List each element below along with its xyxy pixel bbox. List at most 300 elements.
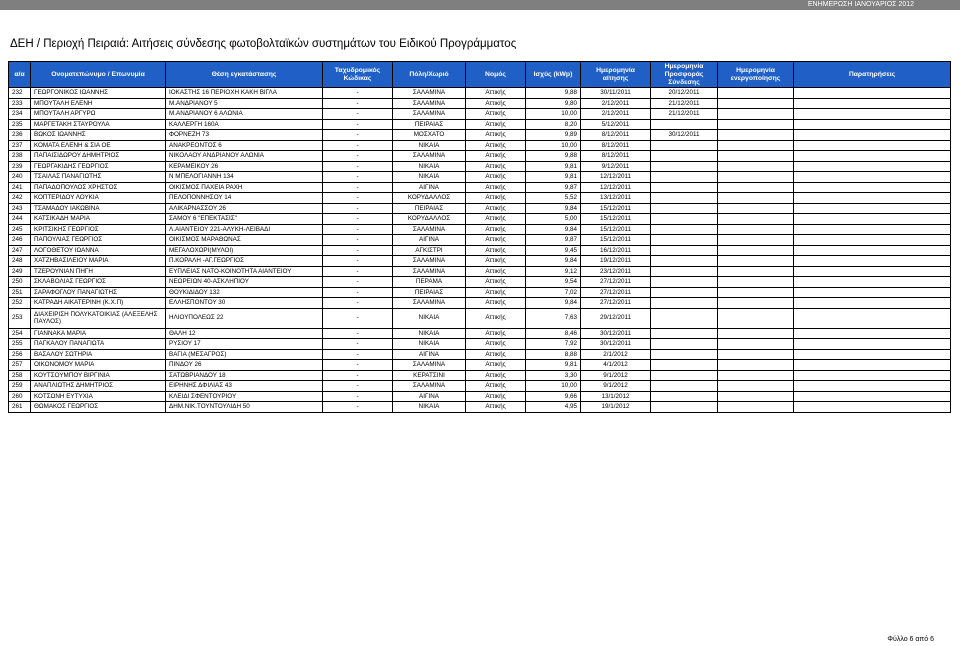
col-power-cell: 9,81 (526, 360, 581, 371)
col-prefecture-cell: Αττικής (466, 98, 526, 109)
col-city-cell: ΣΑΛΑΜΙΝΑ (393, 98, 466, 109)
col-postal-code-cell: - (323, 349, 393, 360)
col-name-cell: ΜΑΡΓΕΤΑΚΗ ΣΤΑΥΡΟΥΛΑ (31, 119, 166, 130)
col-postal-code-cell: - (323, 109, 393, 120)
col-remarks-cell (794, 391, 951, 402)
col-application-date-cell: 15/12/2011 (581, 214, 651, 225)
col-remarks-cell (794, 402, 951, 413)
col-name-cell: ΓΕΩΡΓΟΝΙΚΟΣ ΙΩΑΝΝΗΣ (31, 88, 166, 99)
col-index-cell: 240 (9, 172, 31, 183)
col-activation-date-cell (718, 339, 794, 350)
col-application-date-cell: 30/12/2011 (581, 339, 651, 350)
col-remarks-cell (794, 203, 951, 214)
col-application-date-cell: 4/1/2012 (581, 360, 651, 371)
col-application-date-cell: 19/1/2012 (581, 402, 651, 413)
col-offer-date-cell (651, 349, 718, 360)
col-name-cell: ΟΙΚΟΝΟΜΟΥ ΜΑΡΙΑ (31, 360, 166, 371)
col-prefecture-cell: Αττικής (466, 88, 526, 99)
col-offer-date-cell (651, 277, 718, 288)
col-remarks-cell (794, 328, 951, 339)
col-name-cell: ΓΕΩΡΓΑΚΙΔΗΣ ΓΕΩΡΓΙΟΣ (31, 161, 166, 172)
col-postal-code-cell: - (323, 287, 393, 298)
col-activation-date-cell (718, 151, 794, 162)
col-power-cell: 9,87 (526, 235, 581, 246)
col-prefecture-cell: Αττικής (466, 151, 526, 162)
col-location-cell: ΦΟΡΝΕΖΗ 73 (166, 130, 323, 141)
col-city-cell: ΠΕΙΡΑΙΑΣ (393, 203, 466, 214)
col-remarks-cell (794, 193, 951, 204)
col-name-cell: ΓΙΑΝΝΑΚΑ ΜΑΡΙΑ (31, 328, 166, 339)
col-prefecture-cell: Αττικής (466, 308, 526, 328)
table-row (9, 402, 951, 413)
col-city-cell: ΝΙΚΑΙΑ (393, 328, 466, 339)
col-remarks-cell (794, 370, 951, 381)
col-postal-code-cell: - (323, 245, 393, 256)
col-city-cell: ΣΑΛΑΜΙΝΑ (393, 224, 466, 235)
col-name-cell: ΜΠΟΥΤΑΛΗ ΕΛΕΝΗ (31, 98, 166, 109)
col-city-cell: ΣΑΛΑΜΙΝΑ (393, 256, 466, 267)
table-row (9, 203, 951, 214)
col-remarks-cell (794, 245, 951, 256)
table-row (9, 256, 951, 267)
col-city-cell: ΠΕΙΡΑΙΑΣ (393, 119, 466, 130)
col-offer-date-cell: 21/12/2011 (651, 98, 718, 109)
table-row (9, 172, 951, 183)
col-power-cell: 9,66 (526, 391, 581, 402)
col-prefecture-cell: Αττικής (466, 109, 526, 120)
col-postal-code-cell: - (323, 235, 393, 246)
col-application-date-cell: 8/12/2011 (581, 140, 651, 151)
col-power-cell: 9,89 (526, 130, 581, 141)
col-location-cell: ΕΙΡΗΝΗΣ ΔΦΙΛΙΑΣ 43 (166, 381, 323, 392)
col-postal-code-cell: - (323, 266, 393, 277)
col-index-cell: 254 (9, 328, 31, 339)
document-title: ΔΕΗ / Περιοχή Πειραιά: Αιτήσεις σύνδεσης φωτοβολταϊκών συστημάτων του Ειδικού Προγράμματος (10, 38, 517, 50)
col-activation-date-cell (718, 277, 794, 288)
col-name-cell: ΚΟΥΤΣΟΥΜΠΟΥ ΒΙΡΓΙΝΙΑ (31, 370, 166, 381)
col-prefecture-cell: Αττικής (466, 161, 526, 172)
col-activation-date-cell (718, 172, 794, 183)
col-location-cell: ΕΛΛΗΣΠΟΝΤΟΥ 30 (166, 298, 323, 309)
col-postal-code-cell: - (323, 402, 393, 413)
col-location-cell: ΝΕΩΡΕΙΩΝ 40-ΑΣΚΛΗΠΙΟΥ (166, 277, 323, 288)
col-name-cell: ΑΝΑΠΛΙΩΤΗΣ ΔΗΜΗΤΡΙΟΣ (31, 381, 166, 392)
col-power-cell: 10,00 (526, 109, 581, 120)
col-index-cell: 239 (9, 161, 31, 172)
col-offer-date-cell (651, 298, 718, 309)
col-application-date-cell: 2/1/2012 (581, 349, 651, 360)
col-application-date-cell: 5/12/2011 (581, 119, 651, 130)
col-remarks-cell (794, 360, 951, 371)
col-postal-code-cell: - (323, 360, 393, 371)
col-activation-date-cell (718, 88, 794, 99)
col-application-date-cell: 12/12/2011 (581, 172, 651, 183)
col-remarks-header: Παρατηρήσεις (794, 62, 951, 88)
col-location-cell: ΕΥΠΛΕΙΑΣ ΝΑΤΟ-ΚΟΙΝΟΤΗΤΑ ΑΙΑΝΤΕΙΟΥ (166, 266, 323, 277)
col-power-cell: 7,02 (526, 287, 581, 298)
col-city-cell: ΣΑΛΑΜΙΝΑ (393, 109, 466, 120)
col-postal-code-header: Ταχυδρομικός Κώδικας (323, 62, 393, 88)
col-prefecture-cell: Αττικής (466, 266, 526, 277)
col-offer-date-cell (651, 172, 718, 183)
col-prefecture-cell: Αττικής (466, 328, 526, 339)
col-remarks-cell (794, 235, 951, 246)
col-name-cell: ΒΑΣΑΛΟΥ ΣΩΤΗΡΙΑ (31, 349, 166, 360)
col-power-cell: 10,00 (526, 381, 581, 392)
col-name-header: Ονοματεπώνυμο / Επωνυμία (31, 62, 166, 88)
col-prefecture-cell: Αττικής (466, 391, 526, 402)
col-application-date-cell: 16/12/2011 (581, 245, 651, 256)
col-city-header: Πόλη/Χωριό (393, 62, 466, 88)
col-index-cell: 235 (9, 119, 31, 130)
table-row (9, 360, 951, 371)
col-index-cell: 238 (9, 151, 31, 162)
col-index-cell: 261 (9, 402, 31, 413)
col-application-date-cell: 27/12/2011 (581, 298, 651, 309)
col-power-cell: 10,00 (526, 140, 581, 151)
col-postal-code-cell: - (323, 339, 393, 350)
col-application-date-cell: 19/12/2011 (581, 256, 651, 267)
table-row (9, 298, 951, 309)
col-activation-date-cell (718, 182, 794, 193)
col-city-cell: ΣΑΛΑΜΙΝΑ (393, 88, 466, 99)
col-activation-date-header: Ημερομηνία ενεργοποίησης (718, 62, 794, 88)
col-offer-date-cell (651, 308, 718, 328)
col-activation-date-cell (718, 402, 794, 413)
col-prefecture-cell: Αττικής (466, 193, 526, 204)
col-offer-date-cell (651, 256, 718, 267)
col-location-cell: Ν ΜΠΕΛΟΓΙΑΝΝΗ 134 (166, 172, 323, 183)
col-index-cell: 234 (9, 109, 31, 120)
col-activation-date-cell (718, 140, 794, 151)
col-name-cell: ΚΟΜΑΤΑ ΕΛΕΝΗ & ΣΙΑ ΟΕ (31, 140, 166, 151)
table-row (9, 277, 951, 288)
col-city-cell: ΣΑΛΑΜΙΝΑ (393, 266, 466, 277)
table-row (9, 266, 951, 277)
col-index-cell: 249 (9, 266, 31, 277)
col-postal-code-cell: - (323, 98, 393, 109)
top-bar (0, 0, 960, 10)
col-city-cell: ΝΙΚΑΙΑ (393, 172, 466, 183)
col-activation-date-cell (718, 224, 794, 235)
col-offer-date-cell: 30/12/2011 (651, 130, 718, 141)
col-activation-date-cell (718, 245, 794, 256)
col-location-cell: ΘΟΥΚΙΔΙΔΟΥ 132 (166, 287, 323, 298)
col-prefecture-header: Νομός (466, 62, 526, 88)
table-row (9, 193, 951, 204)
col-name-cell: ΛΟΓΟΘΕΤΟΥ ΙΩΑΝΝΑ (31, 245, 166, 256)
col-offer-date-cell (651, 224, 718, 235)
table-row (9, 161, 951, 172)
col-postal-code-cell: - (323, 277, 393, 288)
col-prefecture-cell: Αττικής (466, 287, 526, 298)
col-offer-date-cell (651, 245, 718, 256)
col-index-cell: 245 (9, 224, 31, 235)
col-index-cell: 236 (9, 130, 31, 141)
col-city-cell: ΑΙΓΙΝΑ (393, 235, 466, 246)
col-name-cell: ΠΑΠΑΔΟΠΟΥΛΟΣ ΧΡΗΣΤΟΣ (31, 182, 166, 193)
col-remarks-cell (794, 266, 951, 277)
col-city-cell: ΝΙΚΑΙΑ (393, 402, 466, 413)
col-remarks-cell (794, 109, 951, 120)
col-index-cell: 259 (9, 381, 31, 392)
col-offer-date-cell (651, 235, 718, 246)
col-offer-date-cell (651, 287, 718, 298)
col-activation-date-cell (718, 328, 794, 339)
col-name-cell: ΠΑΠΑΙΣΙΔΩΡΟΥ ΔΗΜΗΤΡΙΟΣ (31, 151, 166, 162)
table-row (9, 349, 951, 360)
col-postal-code-cell: - (323, 193, 393, 204)
col-index-cell: 242 (9, 193, 31, 204)
col-offer-date-cell (651, 182, 718, 193)
table-row (9, 119, 951, 130)
col-index-cell: 258 (9, 370, 31, 381)
col-name-cell: ΣΑΡΑΦΟΓΛΟΥ ΠΑΝΑΓΙΩΤΗΣ (31, 287, 166, 298)
col-postal-code-cell: - (323, 182, 393, 193)
col-prefecture-cell: Αττικής (466, 402, 526, 413)
col-offer-date-cell (651, 161, 718, 172)
col-application-date-cell: 9/1/2012 (581, 370, 651, 381)
col-power-cell: 7,92 (526, 339, 581, 350)
col-power-cell: 9,84 (526, 224, 581, 235)
col-activation-date-cell (718, 266, 794, 277)
col-postal-code-cell: - (323, 391, 393, 402)
col-index-cell: 241 (9, 182, 31, 193)
col-offer-date-cell (651, 360, 718, 371)
col-index-cell: 237 (9, 140, 31, 151)
applications-table (8, 61, 951, 413)
col-remarks-cell (794, 287, 951, 298)
col-postal-code-cell: - (323, 381, 393, 392)
col-application-date-cell: 9/1/2012 (581, 381, 651, 392)
col-city-cell: ΑΙΓΙΝΑ (393, 349, 466, 360)
col-offer-date-cell (651, 214, 718, 225)
col-power-cell: 5,52 (526, 193, 581, 204)
col-postal-code-cell: - (323, 298, 393, 309)
col-name-cell: ΚΑΤΡΑΔΗ ΑΙΚΑΤΕΡΙΝΗ (Κ.Χ.Π) (31, 298, 166, 309)
col-city-cell: ΠΕΙΡΑΙΑΣ (393, 287, 466, 298)
col-name-cell: ΚΟΤΣΩΝΗ ΕΥΤΥΧΙΑ (31, 391, 166, 402)
col-activation-date-cell (718, 349, 794, 360)
table-row (9, 287, 951, 298)
col-offer-date-cell (651, 328, 718, 339)
col-city-cell: ΚΟΡΥΔΑΛΛΟΣ (393, 193, 466, 204)
col-offer-date-cell: 21/12/2011 (651, 109, 718, 120)
col-activation-date-cell (718, 308, 794, 328)
col-name-cell: ΜΠΟΥΤΑΛΗ ΑΡΓΥΡΩ (31, 109, 166, 120)
col-prefecture-cell: Αττικής (466, 182, 526, 193)
col-name-cell: ΘΩΜΑΚΟΣ ΓΕΩΡΓΙΟΣ (31, 402, 166, 413)
col-power-cell: 7,63 (526, 308, 581, 328)
col-remarks-cell (794, 140, 951, 151)
col-name-cell: ΧΑΤΖΗΒΑΣΙΛΕΙΟΥ ΜΑΡΙΑ (31, 256, 166, 267)
col-application-date-cell: 13/12/2011 (581, 193, 651, 204)
col-offer-date-cell (651, 370, 718, 381)
col-index-cell: 250 (9, 277, 31, 288)
col-power-cell: 9,84 (526, 256, 581, 267)
col-index-cell: 256 (9, 349, 31, 360)
col-activation-date-cell (718, 235, 794, 246)
col-power-cell: 9,81 (526, 161, 581, 172)
col-index-cell: 260 (9, 391, 31, 402)
col-location-cell: ΒΑΓΙΑ (ΜΕΣΑΓΡΟΣ) (166, 349, 323, 360)
col-remarks-cell (794, 119, 951, 130)
col-city-cell: ΣΑΛΑΜΙΝΑ (393, 298, 466, 309)
col-activation-date-cell (718, 193, 794, 204)
col-postal-code-cell: - (323, 256, 393, 267)
col-city-cell: ΑΓΚΙΣΤΡΙ (393, 245, 466, 256)
col-power-cell: 8,20 (526, 119, 581, 130)
table-row (9, 130, 951, 141)
col-remarks-cell (794, 172, 951, 183)
col-city-cell: ΑΙΓΙΝΑ (393, 391, 466, 402)
col-location-cell: Π.ΚΟΡΑΛΗ -ΑΓ.ΓΕΩΡΓΙΟΣ (166, 256, 323, 267)
col-prefecture-cell: Αττικής (466, 235, 526, 246)
col-offer-date-cell (651, 151, 718, 162)
col-remarks-cell (794, 98, 951, 109)
table-row (9, 88, 951, 99)
col-activation-date-cell (718, 98, 794, 109)
col-offer-date-cell (651, 119, 718, 130)
col-offer-date-cell (651, 193, 718, 204)
table-row (9, 370, 951, 381)
col-location-cell: ΡΥΣΙΟΥ 17 (166, 339, 323, 350)
col-location-cell: ΜΕΓΑΛΟΧΩΡΙ(ΜΥΛΟΙ) (166, 245, 323, 256)
col-index-cell: 232 (9, 88, 31, 99)
table-row (9, 182, 951, 193)
col-prefecture-cell: Αττικής (466, 256, 526, 267)
col-postal-code-cell: - (323, 161, 393, 172)
col-prefecture-cell: Αττικής (466, 214, 526, 225)
col-location-cell: ΘΑΛΗ 12 (166, 328, 323, 339)
col-location-cell: ΝΙΚΟΛΑΟΥ ΑΝΔΡΙΑΝΟΥ ΑΛΩΝΙΑ (166, 151, 323, 162)
col-power-cell: 9,84 (526, 203, 581, 214)
col-index-cell: 247 (9, 245, 31, 256)
col-city-cell: ΣΑΛΑΜΙΝΑ (393, 360, 466, 371)
col-remarks-cell (794, 130, 951, 141)
col-location-cell: Μ.ΑΝΔΡΙΑΝΟΥ 6 ΑΛΩΝΙΑ (166, 109, 323, 120)
col-power-cell: 5,00 (526, 214, 581, 225)
col-application-date-cell: 8/12/2011 (581, 151, 651, 162)
col-remarks-cell (794, 349, 951, 360)
col-postal-code-cell: - (323, 151, 393, 162)
col-postal-code-cell: - (323, 130, 393, 141)
col-postal-code-cell: - (323, 370, 393, 381)
col-location-cell: ΟΙΚΙΣΜΟΣ ΜΑΡΑΘΩΝΑΣ (166, 235, 323, 246)
col-remarks-cell (794, 339, 951, 350)
table-row (9, 151, 951, 162)
col-prefecture-cell: Αττικής (466, 339, 526, 350)
col-power-cell: 9,88 (526, 88, 581, 99)
col-location-cell: ΠΙΝΔΟΥ 26 (166, 360, 323, 371)
table-row (9, 339, 951, 350)
col-index-cell: 257 (9, 360, 31, 371)
table-row (9, 140, 951, 151)
col-activation-date-cell (718, 287, 794, 298)
col-city-cell: ΑΙΓΙΝΑ (393, 182, 466, 193)
col-postal-code-cell: - (323, 214, 393, 225)
col-remarks-cell (794, 88, 951, 99)
col-application-date-cell: 2/12/2011 (581, 98, 651, 109)
col-remarks-cell (794, 224, 951, 235)
col-remarks-cell (794, 298, 951, 309)
col-postal-code-cell: - (323, 203, 393, 214)
col-postal-code-cell: - (323, 224, 393, 235)
col-offer-date-cell (651, 402, 718, 413)
col-name-cell: ΚΑΤΣΙΚΑΔΗ ΜΑΡΙΑ (31, 214, 166, 225)
col-remarks-cell (794, 277, 951, 288)
col-index-cell: 252 (9, 298, 31, 309)
col-city-cell: ΜΟΣΧΑΤΟ (393, 130, 466, 141)
col-application-date-header: Ημερομηνία αίτησης (581, 62, 651, 88)
table-row (9, 391, 951, 402)
table-row (9, 328, 951, 339)
col-name-cell: ΤΖΕΡΟΥΝΙΑΝ ΠΗΓΗ (31, 266, 166, 277)
col-location-cell: Μ.ΑΝΔΡΙΑΝΟΥ 5 (166, 98, 323, 109)
col-index-header: α/α (9, 62, 31, 88)
col-prefecture-cell: Αττικής (466, 298, 526, 309)
col-power-cell: 9,12 (526, 266, 581, 277)
col-activation-date-cell (718, 214, 794, 225)
col-location-cell: ΑΛΙΚΑΡΝΑΣΣΟΥ 26 (166, 203, 323, 214)
col-power-cell: 4,95 (526, 402, 581, 413)
col-name-cell: ΒΩΚΟΣ ΙΩΑΝΝΗΣ (31, 130, 166, 141)
col-location-cell: ΔΗΜ.ΝΙΚ.ΤΟΥΝΤΟΥΛΙΔΗ 50 (166, 402, 323, 413)
col-prefecture-cell: Αττικής (466, 172, 526, 183)
col-location-cell: ΚΑΛΛΕΡΓΗ 160Α (166, 119, 323, 130)
col-application-date-cell: 8/12/2011 (581, 130, 651, 141)
col-prefecture-cell: Αττικής (466, 140, 526, 151)
col-power-cell: 9,80 (526, 98, 581, 109)
table-row (9, 214, 951, 225)
col-activation-date-cell (718, 298, 794, 309)
col-application-date-cell: 9/12/2011 (581, 161, 651, 172)
col-power-cell: 8,46 (526, 328, 581, 339)
col-power-cell: 9,87 (526, 182, 581, 193)
col-postal-code-cell: - (323, 328, 393, 339)
col-application-date-cell: 13/1/2012 (581, 391, 651, 402)
col-postal-code-cell: - (323, 172, 393, 183)
col-name-cell: ΔΙΑΧΕΙΡΙΣΗ ΠΟΛΥΚΑΤΟΙΚΙΑΣ (ΑΛΕΞΕΛΗΣ ΠΑΥΛΟΣ) (31, 308, 166, 328)
col-name-cell: ΚΟΠΤΕΡΙΔΟΥ ΛΟΥΚΙΑ (31, 193, 166, 204)
col-application-date-cell: 29/12/2011 (581, 308, 651, 328)
col-name-cell: ΣΚΛΑΒΟΛΙΑΣ ΓΕΩΡΓΙΟΣ (31, 277, 166, 288)
col-index-cell: 251 (9, 287, 31, 298)
col-prefecture-cell: Αττικής (466, 381, 526, 392)
col-remarks-cell (794, 256, 951, 267)
col-city-cell: ΝΙΚΑΙΑ (393, 140, 466, 151)
col-activation-date-cell (718, 203, 794, 214)
col-prefecture-cell: Αττικής (466, 360, 526, 371)
col-prefecture-cell: Αττικής (466, 203, 526, 214)
col-application-date-cell: 2/12/2011 (581, 109, 651, 120)
table-row (9, 109, 951, 120)
col-city-cell: ΚΟΡΥΔΑΛΛΟΣ (393, 214, 466, 225)
col-city-cell: ΝΙΚΑΙΑ (393, 308, 466, 328)
col-offer-date-cell (651, 140, 718, 151)
col-power-cell: 9,81 (526, 172, 581, 183)
col-index-cell: 244 (9, 214, 31, 225)
col-name-cell: ΚΡΙΤΣΙΚΗΣ ΓΕΩΡΓΙΟΣ (31, 224, 166, 235)
col-remarks-cell (794, 151, 951, 162)
col-remarks-cell (794, 308, 951, 328)
col-application-date-cell: 15/12/2011 (581, 203, 651, 214)
col-remarks-cell (794, 161, 951, 172)
col-activation-date-cell (718, 256, 794, 267)
col-postal-code-cell: - (323, 140, 393, 151)
col-offer-date-cell: 20/12/2011 (651, 88, 718, 99)
col-prefecture-cell: Αττικής (466, 130, 526, 141)
